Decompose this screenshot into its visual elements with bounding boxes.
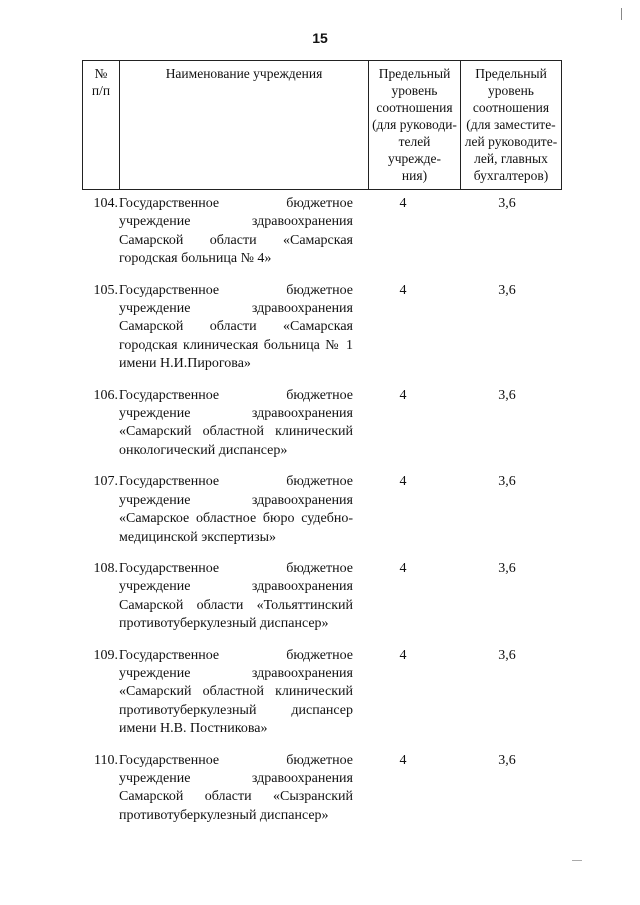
institution-name: Государственное бюджетное учреждение здравоохранения «Самарское областное бюро судебно-медицинской экспертизы»	[119, 474, 353, 545]
row-number: 106.	[93, 387, 118, 403]
ratio-deputies-value: 3,6	[498, 196, 516, 211]
ratio-deputies-value: 3,6	[498, 752, 516, 768]
table-row	[82, 647, 561, 739]
table-row	[82, 387, 561, 461]
institution-name: Государственное бюджетное учреждение здравоохранения «Самарский областной клинический противотуберкулезный диспансер имени Н.В. Постникова»	[119, 647, 353, 737]
header-number: № п/п	[83, 61, 120, 190]
ratio-deputies-value: 3,6	[498, 282, 516, 298]
table-header	[82, 60, 562, 190]
ratio-deputies-value: 3,6	[498, 387, 516, 403]
institution-name: Государственное бюджетное учреждение здравоохранения Самарской области «Тольяттинский противотуберкулезный диспансер»	[119, 560, 353, 632]
table-row	[82, 752, 561, 826]
row-number: 107.	[93, 474, 118, 490]
row-number: 109.	[93, 647, 118, 663]
ratio-heads-value: 4	[399, 387, 407, 403]
ratio-deputies-value: 3,6	[498, 474, 516, 490]
table-row	[82, 473, 561, 547]
ratio-heads-value: 4	[399, 560, 407, 576]
row-number: 110.	[94, 752, 118, 768]
scan-mark	[572, 860, 582, 861]
row-number: 104.	[93, 196, 118, 211]
header-ratio-heads: Предельный уровень соотношения (для руководи- телей учрежде- ния)	[369, 61, 461, 190]
row-number: 105.	[93, 282, 118, 298]
page-number: 15	[312, 30, 328, 46]
institution-name: Государственное бюджетное учреждение здравоохранения Самарской области «Сызранский противотуберкулезный диспансер»	[119, 752, 353, 823]
scan-mark	[615, 8, 622, 20]
header-institution-name: Наименование учреждения	[120, 61, 369, 190]
institution-name: Государственное бюджетное учреждение здравоохранения Самарской области «Самарская городская клиническая больница № 1 имени Н.И.Пирогова»	[119, 282, 353, 372]
ratio-heads-value: 4	[399, 474, 407, 490]
ratio-heads-value: 4	[399, 196, 407, 211]
institution-name: Государственное бюджетное учреждение здравоохранения Самарской области «Самарская городская больница № 4»	[119, 196, 353, 267]
ratio-heads-value: 4	[399, 647, 407, 663]
table-body	[82, 195, 561, 825]
ratio-heads-value: 4	[399, 282, 407, 298]
ratio-deputies-value: 3,6	[498, 560, 516, 576]
table-row	[82, 282, 561, 374]
table-row	[82, 560, 561, 634]
institution-name: Государственное бюджетное учреждение здравоохранения «Самарский областной клинический онкологический диспансер»	[119, 387, 353, 458]
table-row	[82, 195, 561, 269]
ratio-heads-value: 4	[399, 752, 407, 768]
ratio-deputies-value: 3,6	[498, 647, 516, 663]
header-ratio-deputies: Предельный уровень соотношения (для заместите- лей руководите- лей, главных бухгалтеров)	[461, 61, 562, 190]
row-number: 108.	[93, 560, 118, 576]
